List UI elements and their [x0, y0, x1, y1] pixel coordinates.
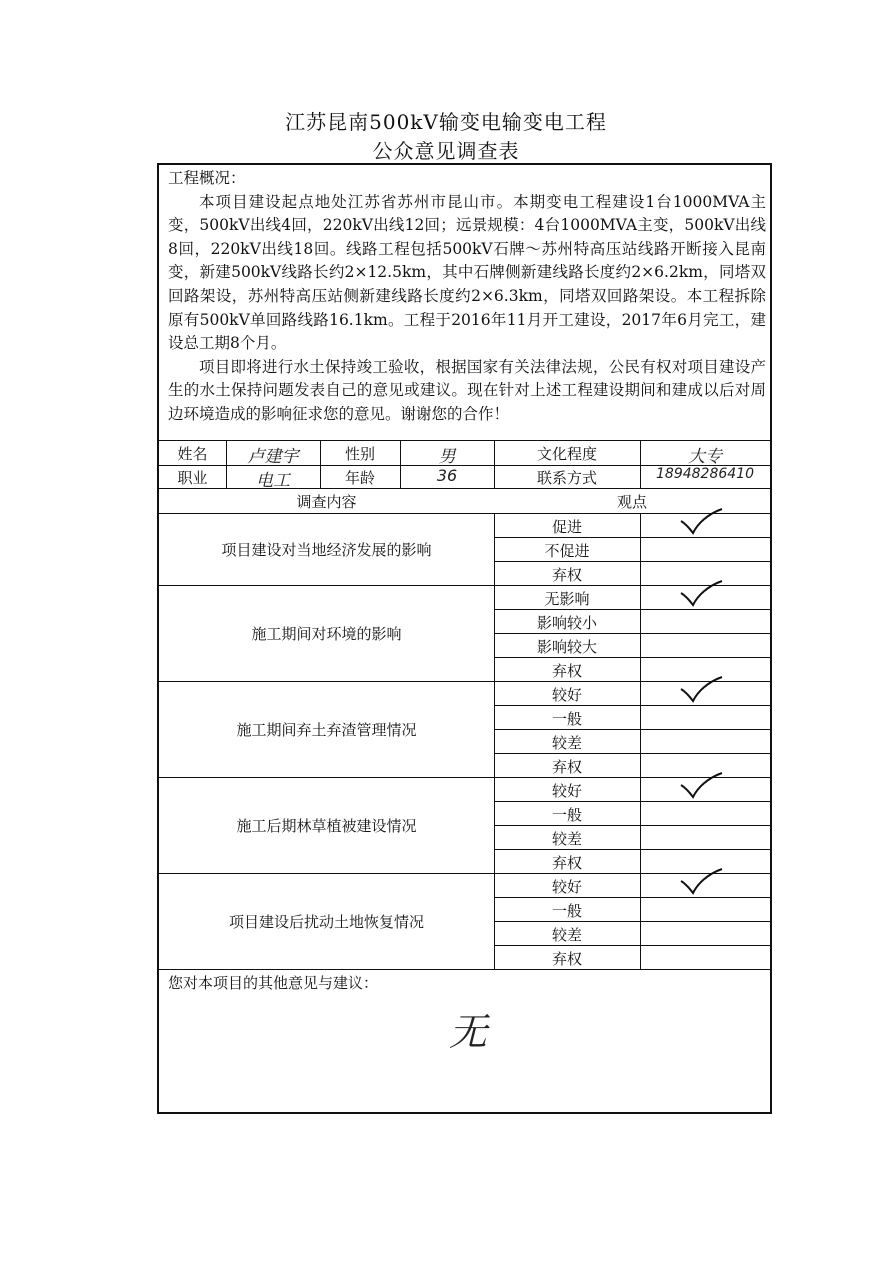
question-label: 施工后期林草植被建设情况	[236, 817, 417, 835]
divider	[159, 969, 770, 970]
option-label: 弃权	[551, 662, 582, 680]
divider	[494, 633, 770, 634]
divider	[494, 945, 770, 946]
option-label: 一般	[551, 902, 582, 920]
divider	[494, 561, 770, 562]
project-overview	[168, 167, 766, 427]
divider	[494, 729, 770, 730]
option-label: 弃权	[551, 758, 582, 776]
contact-label: 联系方式	[536, 469, 597, 487]
divider	[159, 440, 770, 441]
divider	[494, 753, 770, 754]
gender-label: 性别	[344, 445, 375, 463]
option-label: 较好	[551, 686, 582, 704]
checkmark-icon	[678, 675, 724, 707]
divider	[494, 825, 770, 826]
age-label: 年龄	[344, 469, 375, 487]
checkmark-icon	[678, 867, 724, 899]
age-value: 36	[436, 466, 458, 485]
divider	[640, 513, 641, 585]
document-title: 江苏昆南500kV输变电输变电工程	[285, 110, 607, 134]
option-label: 弃权	[551, 950, 582, 968]
question-label: 施工期间弃土弃渣管理情况	[236, 721, 417, 739]
occupation-label: 职业	[177, 469, 208, 487]
education-value: 大专	[688, 447, 722, 467]
document-subtitle: 公众意见调查表	[372, 139, 520, 163]
question-label: 项目建设后扰动土地恢复情况	[228, 913, 424, 931]
gender-value: 男	[438, 447, 456, 467]
overview-heading: 工程概况：	[168, 169, 246, 187]
option-label: 弃权	[551, 566, 582, 584]
contact-value: 18948286410	[656, 466, 754, 482]
divider	[494, 801, 770, 802]
occupation-value: 电工	[256, 471, 290, 491]
option-label: 较差	[551, 830, 582, 848]
name-value: 卢建宇	[247, 447, 299, 467]
checkmark-icon	[678, 771, 724, 803]
divider	[494, 609, 770, 610]
comments-value: 无	[449, 1010, 488, 1054]
divider	[494, 657, 770, 658]
survey-form	[157, 163, 772, 1114]
question-label: 项目建设对当地经济发展的影响	[221, 541, 432, 559]
divider	[494, 921, 770, 922]
option-label: 一般	[551, 806, 582, 824]
option-label: 弃权	[551, 854, 582, 872]
option-label: 较好	[551, 782, 582, 800]
divider	[494, 849, 770, 850]
option-label: 影响较小	[536, 614, 597, 632]
question-label: 施工期间对环境的影响	[251, 625, 402, 643]
option-label: 无影响	[544, 590, 590, 608]
content-header: 调查内容	[296, 493, 357, 511]
option-label: 促进	[551, 518, 582, 536]
overview-paragraph-2: 项目即将进行水土保持竣工验收，根据国家有关法律法规，公民有权对项目建设产生的水土保持问题发表自己的意见或建议。现在针对上述工程建设期间和建成以后对周边环境造成的影响征求您的意见。谢谢您的合作！	[168, 357, 766, 423]
comments-label: 您对本项目的其他意见与建议：	[168, 974, 379, 992]
checkmark-icon	[678, 507, 724, 539]
divider	[494, 537, 770, 538]
divider	[494, 897, 770, 898]
divider	[494, 705, 770, 706]
option-label: 较差	[551, 926, 582, 944]
education-label: 文化程度	[536, 445, 597, 463]
option-label: 一般	[551, 710, 582, 728]
option-label: 不促进	[544, 542, 590, 560]
checkmark-icon	[678, 579, 724, 611]
opinion-header: 观点	[616, 493, 647, 511]
overview-paragraph-1: 本项目建设起点地处江苏省苏州市昆山市。本期变电工程建设1台1000MVA主变，500kV出线4回，220kV出线12回；远景规模：4台1000MVA主变，500kV出线8回，220kV出线18回。线路工程包括500kV石牌～苏州特高压站线路开断接入昆南变，新建500kV线路长约2×12.5km，其中石牌侧新建线路长度约2×6.2km，同塔双回路架设，苏州特高压站侧新建线路长度约2×6.3km，同塔双回路架设。本工程拆除原有500kV单回路线路16.1km。工程于2016年11月开工建设，2017年6月完工，建设总工期8个月。	[168, 192, 766, 353]
option-label: 影响较大	[536, 638, 597, 656]
name-label: 姓名	[177, 445, 208, 463]
option-label: 较差	[551, 734, 582, 752]
option-label: 较好	[551, 878, 582, 896]
